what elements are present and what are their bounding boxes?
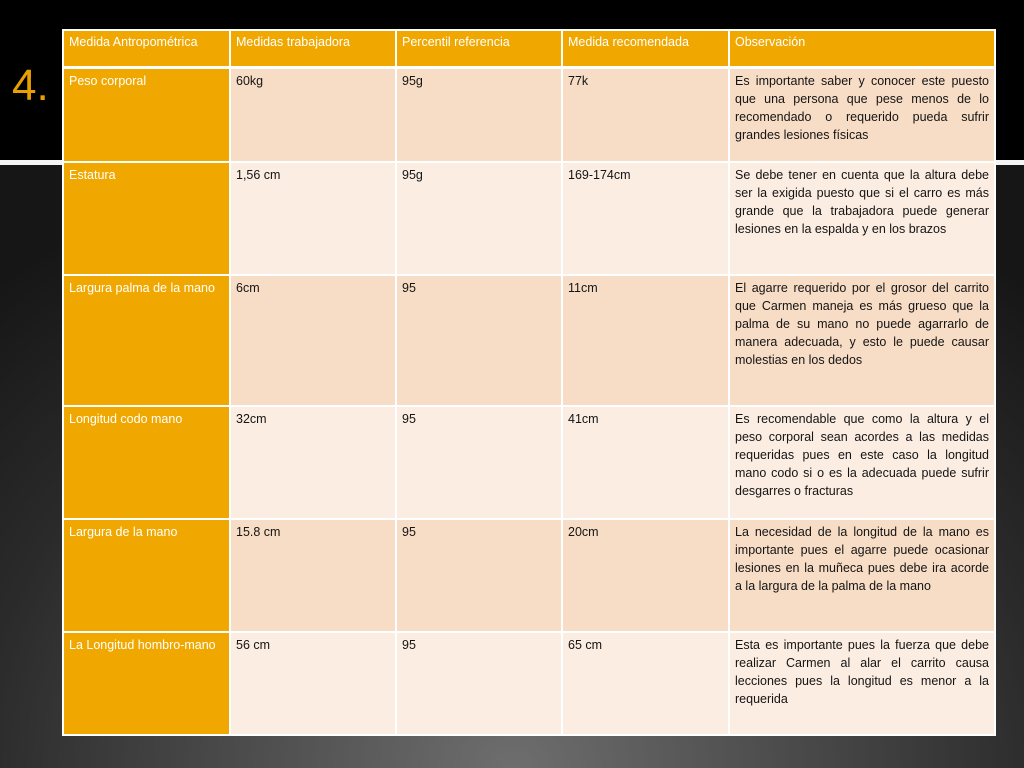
cell-trabajadora: 15.8 cm bbox=[230, 519, 396, 632]
cell-observacion: La necesidad de la longitud de la mano es importante pues el agarre puede ocasionar lesiones en la muñeca pues debe ira acorde a la largura de la palma de la mano bbox=[729, 519, 995, 632]
cell-percentil: 95 bbox=[396, 632, 562, 736]
header-medida-recomendada: Medida recomendada bbox=[562, 30, 729, 68]
cell-trabajadora: 60kg bbox=[230, 68, 396, 162]
header-observacion: Observación bbox=[729, 30, 995, 68]
cell-medida: Largura de la mano bbox=[63, 519, 230, 632]
cell-trabajadora: 56 cm bbox=[230, 632, 396, 736]
anthropometric-table-container bbox=[62, 29, 994, 736]
header-percentil-referencia: Percentil referencia bbox=[396, 30, 562, 68]
table-header-row bbox=[63, 30, 995, 68]
header-medida-antropometrica: Medida Antropométrica bbox=[63, 30, 230, 68]
table-row bbox=[63, 68, 995, 162]
table-row bbox=[63, 519, 995, 632]
cell-observacion: Esta es importante pues la fuerza que debe realizar Carmen al alar el carrito causa lecciones pues la longitud es menor a la requerida bbox=[729, 632, 995, 736]
cell-percentil: 95 bbox=[396, 519, 562, 632]
table-row bbox=[63, 406, 995, 519]
cell-medida: La Longitud hombro-mano bbox=[63, 632, 230, 736]
table-row bbox=[63, 162, 995, 275]
slide-number: 4. bbox=[12, 61, 49, 110]
cell-recomendada: 77k bbox=[562, 68, 729, 162]
cell-medida: Largura palma de la mano bbox=[63, 275, 230, 406]
cell-observacion: El agarre requerido por el grosor del carrito que Carmen maneja es más grueso que la palma de su mano no puede agarrarlo de manera adecuada, y esto le puede causar molestias en los dedos bbox=[729, 275, 995, 406]
cell-trabajadora: 32cm bbox=[230, 406, 396, 519]
cell-medida: Estatura bbox=[63, 162, 230, 275]
table-row bbox=[63, 632, 995, 736]
cell-recomendada: 20cm bbox=[562, 519, 729, 632]
cell-percentil: 95g bbox=[396, 162, 562, 275]
cell-recomendada: 11cm bbox=[562, 275, 729, 406]
cell-observacion: Es recomendable que como la altura y el peso corporal sean acordes a las medidas requeridas pues en este caso la longitud mano codo si o es la adecuada puede sufrir desgarres o fracturas bbox=[729, 406, 995, 519]
table-row bbox=[63, 275, 995, 406]
cell-recomendada: 65 cm bbox=[562, 632, 729, 736]
cell-trabajadora: 1,56 cm bbox=[230, 162, 396, 275]
cell-recomendada: 41cm bbox=[562, 406, 729, 519]
cell-recomendada: 169-174cm bbox=[562, 162, 729, 275]
cell-medida: Peso corporal bbox=[63, 68, 230, 162]
cell-observacion: Es importante saber y conocer este puesto que una persona que pese menos de lo recomendado o requerido pueda sufrir grandes lesiones físicas bbox=[729, 68, 995, 162]
cell-percentil: 95 bbox=[396, 275, 562, 406]
cell-percentil: 95g bbox=[396, 68, 562, 162]
cell-trabajadora: 6cm bbox=[230, 275, 396, 406]
cell-percentil: 95 bbox=[396, 406, 562, 519]
cell-medida: Longitud codo mano bbox=[63, 406, 230, 519]
cell-observacion: Se debe tener en cuenta que la altura debe ser la exigida puesto que si el carro es más grande que la trabajadora puede generar lesiones en la espalda y en los brazos bbox=[729, 162, 995, 275]
header-medidas-trabajadora: Medidas trabajadora bbox=[230, 30, 396, 68]
anthropometric-table bbox=[62, 29, 996, 736]
